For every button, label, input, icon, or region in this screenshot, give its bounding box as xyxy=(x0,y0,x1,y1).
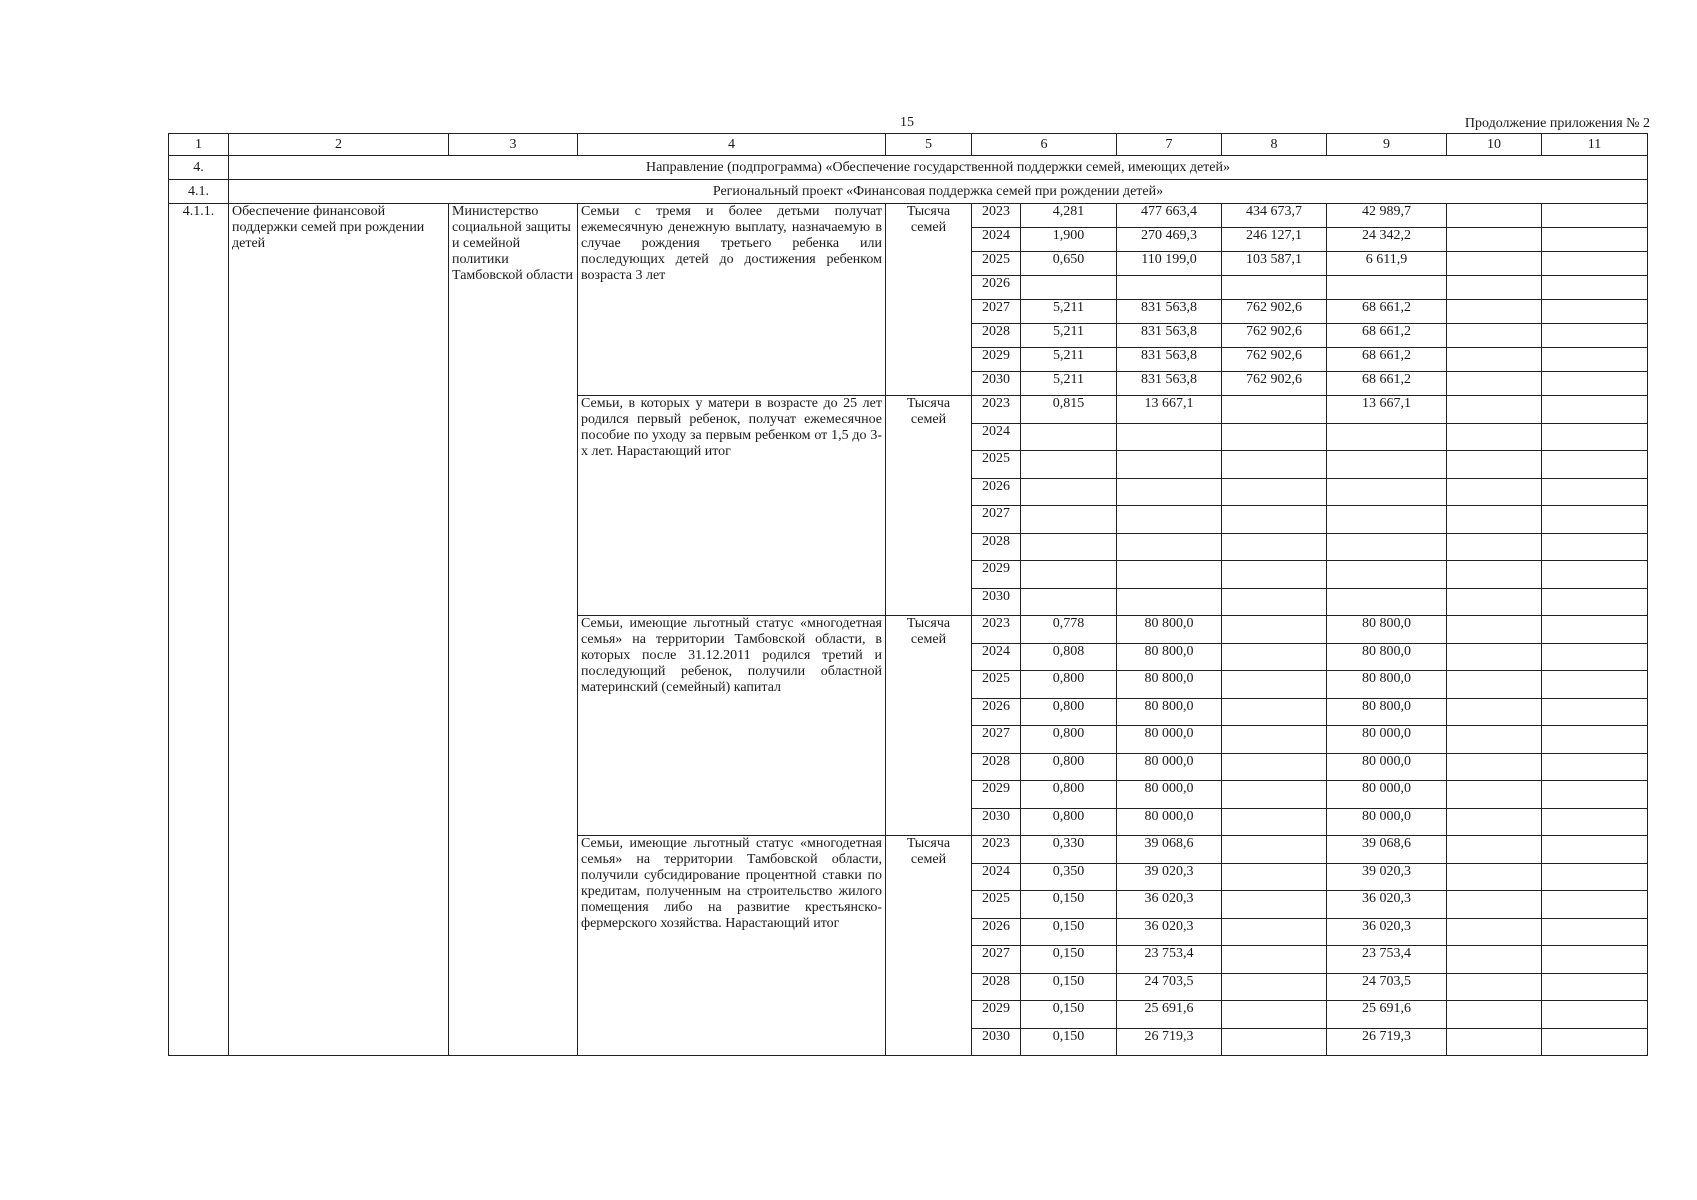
value-cell xyxy=(1542,671,1648,699)
value-cell: 0,150 xyxy=(1021,918,1117,946)
header-cell: 8 xyxy=(1222,134,1327,156)
value-cell xyxy=(1542,891,1648,919)
year-cell: 2025 xyxy=(972,451,1021,479)
value-cell xyxy=(1447,478,1542,506)
value-cell: 24 703,5 xyxy=(1117,973,1222,1001)
value-cell xyxy=(1542,918,1648,946)
value-cell xyxy=(1542,726,1648,754)
value-cell xyxy=(1447,276,1542,300)
value-cell xyxy=(1447,533,1542,561)
value-cell: 6 611,9 xyxy=(1327,252,1447,276)
value-cell: 246 127,1 xyxy=(1222,228,1327,252)
value-cell: 36 020,3 xyxy=(1327,891,1447,919)
value-cell: 68 661,2 xyxy=(1327,372,1447,396)
header-cell: 11 xyxy=(1542,134,1648,156)
indicator-description: Семьи, в которых у матери в возрасте до 25 лет родился первый ребенок, получат ежемесячное пособие по уходу за первым ребенком от 1,5 до 3-х лет. Нарастающий итог xyxy=(578,396,886,616)
value-cell: 13 667,1 xyxy=(1327,396,1447,424)
header-cell: 5 xyxy=(886,134,972,156)
year-cell: 2023 xyxy=(972,836,1021,864)
value-cell xyxy=(1222,946,1327,974)
value-cell xyxy=(1542,276,1648,300)
value-cell: 0,800 xyxy=(1021,753,1117,781)
value-cell xyxy=(1447,423,1542,451)
value-cell xyxy=(1542,973,1648,1001)
value-cell xyxy=(1542,348,1648,372)
year-cell: 2028 xyxy=(972,973,1021,1001)
value-cell xyxy=(1447,588,1542,616)
item-name: Обеспечение финансовой поддержки семей при рождении детей xyxy=(229,204,449,1056)
value-cell: 80 800,0 xyxy=(1117,616,1222,644)
year-cell: 2026 xyxy=(972,918,1021,946)
value-cell: 4,281 xyxy=(1021,204,1117,228)
year-cell: 2028 xyxy=(972,753,1021,781)
value-cell xyxy=(1021,478,1117,506)
page-number: 15 xyxy=(900,115,914,130)
value-cell xyxy=(1222,506,1327,534)
value-cell: 80 800,0 xyxy=(1117,643,1222,671)
value-cell: 39 020,3 xyxy=(1117,863,1222,891)
value-cell: 103 587,1 xyxy=(1222,252,1327,276)
header-row xyxy=(169,134,1648,156)
value-cell xyxy=(1447,396,1542,424)
value-cell xyxy=(1222,561,1327,589)
value-cell: 762 902,6 xyxy=(1222,348,1327,372)
value-cell: 0,800 xyxy=(1021,781,1117,809)
value-cell xyxy=(1447,1028,1542,1056)
year-cell: 2026 xyxy=(972,276,1021,300)
year-cell: 2025 xyxy=(972,252,1021,276)
value-cell xyxy=(1327,451,1447,479)
value-cell: 80 000,0 xyxy=(1117,753,1222,781)
value-cell: 80 000,0 xyxy=(1327,753,1447,781)
value-cell xyxy=(1447,252,1542,276)
indicator-description: Семьи, имеющие льготный статус «многодетная семья» на территории Тамбовской области, получили субсидирование процентной ставки по кредитам, полученным на строительство жилого помещения либо на развитие крестьянско-фермерского хозяйства. Нарастающий итог xyxy=(578,836,886,1056)
value-cell xyxy=(1447,671,1542,699)
item-executor: Министерство социальной защиты и семейной политики Тамбовской области xyxy=(449,204,578,1056)
value-cell: 5,211 xyxy=(1021,348,1117,372)
year-cell: 2026 xyxy=(972,698,1021,726)
indicator-unit: Тысяча семей xyxy=(886,836,972,1056)
value-cell: 0,150 xyxy=(1021,946,1117,974)
value-cell: 110 199,0 xyxy=(1117,252,1222,276)
value-cell xyxy=(1117,478,1222,506)
value-cell: 831 563,8 xyxy=(1117,372,1222,396)
value-cell xyxy=(1327,478,1447,506)
value-cell: 0,650 xyxy=(1021,252,1117,276)
subsection-number: 4.1. xyxy=(169,180,229,204)
value-cell xyxy=(1542,252,1648,276)
subsection-title: Региональный проект «Финансовая поддержка семей при рождении детей» xyxy=(229,180,1648,204)
header-cell: 9 xyxy=(1327,134,1447,156)
value-cell: 0,800 xyxy=(1021,808,1117,836)
value-cell xyxy=(1542,643,1648,671)
value-cell xyxy=(1222,726,1327,754)
section-number: 4. xyxy=(169,156,229,180)
value-cell xyxy=(1542,396,1648,424)
year-cell: 2029 xyxy=(972,348,1021,372)
subsection-row xyxy=(169,180,1648,204)
continuation-label: Продолжение приложения № 2 xyxy=(1464,116,1650,131)
value-cell: 80 800,0 xyxy=(1327,616,1447,644)
value-cell: 0,150 xyxy=(1021,1028,1117,1056)
header-cell: 10 xyxy=(1447,134,1542,156)
value-cell xyxy=(1021,561,1117,589)
value-cell xyxy=(1542,561,1648,589)
value-cell: 5,211 xyxy=(1021,300,1117,324)
value-cell xyxy=(1542,506,1648,534)
value-cell xyxy=(1117,561,1222,589)
value-cell: 36 020,3 xyxy=(1117,891,1222,919)
value-cell: 36 020,3 xyxy=(1117,918,1222,946)
value-cell: 24 342,2 xyxy=(1327,228,1447,252)
value-cell xyxy=(1447,726,1542,754)
year-cell: 2028 xyxy=(972,533,1021,561)
value-cell: 80 000,0 xyxy=(1327,726,1447,754)
value-cell xyxy=(1117,423,1222,451)
value-cell xyxy=(1542,228,1648,252)
value-cell: 80 000,0 xyxy=(1117,781,1222,809)
year-cell: 2024 xyxy=(972,423,1021,451)
section-title: Направление (подпрограмма) «Обеспечение государственной поддержки семей, имеющих детей» xyxy=(229,156,1648,180)
value-cell xyxy=(1447,753,1542,781)
value-cell: 80 800,0 xyxy=(1117,698,1222,726)
value-cell: 68 661,2 xyxy=(1327,300,1447,324)
value-cell: 0,800 xyxy=(1021,671,1117,699)
value-cell xyxy=(1327,423,1447,451)
value-cell xyxy=(1222,423,1327,451)
header-cell: 4 xyxy=(578,134,886,156)
indicator-unit: Тысяча семей xyxy=(886,396,972,616)
value-cell: 80 800,0 xyxy=(1117,671,1222,699)
value-cell: 0,150 xyxy=(1021,891,1117,919)
value-cell xyxy=(1447,348,1542,372)
year-cell: 2025 xyxy=(972,671,1021,699)
data-row xyxy=(169,204,1648,228)
value-cell xyxy=(1327,506,1447,534)
value-cell xyxy=(1021,588,1117,616)
value-cell: 80 000,0 xyxy=(1117,726,1222,754)
value-cell xyxy=(1222,478,1327,506)
value-cell xyxy=(1447,204,1542,228)
value-cell: 25 691,6 xyxy=(1117,1001,1222,1029)
value-cell xyxy=(1542,478,1648,506)
value-cell xyxy=(1542,1028,1648,1056)
value-cell xyxy=(1447,781,1542,809)
value-cell xyxy=(1447,698,1542,726)
value-cell: 831 563,8 xyxy=(1117,348,1222,372)
value-cell xyxy=(1542,836,1648,864)
value-cell xyxy=(1021,451,1117,479)
value-cell xyxy=(1117,451,1222,479)
value-cell xyxy=(1117,588,1222,616)
value-cell: 0,350 xyxy=(1021,863,1117,891)
value-cell: 26 719,3 xyxy=(1327,1028,1447,1056)
year-cell: 2029 xyxy=(972,781,1021,809)
year-cell: 2024 xyxy=(972,643,1021,671)
value-cell: 0,808 xyxy=(1021,643,1117,671)
value-cell xyxy=(1117,506,1222,534)
value-cell: 68 661,2 xyxy=(1327,324,1447,348)
section-row xyxy=(169,156,1648,180)
value-cell xyxy=(1222,451,1327,479)
value-cell xyxy=(1021,506,1117,534)
value-cell: 23 753,4 xyxy=(1327,946,1447,974)
value-cell: 36 020,3 xyxy=(1327,918,1447,946)
value-cell xyxy=(1447,1001,1542,1029)
value-cell: 831 563,8 xyxy=(1117,324,1222,348)
value-cell xyxy=(1542,1001,1648,1029)
year-cell: 2023 xyxy=(972,396,1021,424)
value-cell xyxy=(1117,276,1222,300)
value-cell: 762 902,6 xyxy=(1222,300,1327,324)
value-cell xyxy=(1447,643,1542,671)
value-cell: 5,211 xyxy=(1021,324,1117,348)
program-table xyxy=(168,133,1648,1056)
value-cell xyxy=(1542,451,1648,479)
value-cell: 80 800,0 xyxy=(1327,643,1447,671)
value-cell xyxy=(1222,781,1327,809)
value-cell: 0,150 xyxy=(1021,973,1117,1001)
value-cell xyxy=(1222,808,1327,836)
year-cell: 2026 xyxy=(972,478,1021,506)
value-cell: 26 719,3 xyxy=(1117,1028,1222,1056)
value-cell xyxy=(1222,863,1327,891)
value-cell xyxy=(1327,533,1447,561)
value-cell xyxy=(1117,533,1222,561)
value-cell xyxy=(1222,588,1327,616)
value-cell xyxy=(1542,423,1648,451)
value-cell xyxy=(1542,698,1648,726)
value-cell: 80 000,0 xyxy=(1327,781,1447,809)
indicator-unit: Тысяча семей xyxy=(886,616,972,836)
value-cell xyxy=(1447,372,1542,396)
value-cell xyxy=(1222,753,1327,781)
indicator-description: Семьи, имеющие льготный статус «многодетная семья» на территории Тамбовской области, в которых после 31.12.2011 родился третий и последующий ребенок, получили областной материнский (семейный) капитал xyxy=(578,616,886,836)
year-cell: 2027 xyxy=(972,946,1021,974)
value-cell xyxy=(1542,300,1648,324)
year-cell: 2027 xyxy=(972,506,1021,534)
value-cell: 477 663,4 xyxy=(1117,204,1222,228)
value-cell: 762 902,6 xyxy=(1222,324,1327,348)
value-cell xyxy=(1542,781,1648,809)
value-cell: 0,815 xyxy=(1021,396,1117,424)
year-cell: 2030 xyxy=(972,372,1021,396)
value-cell: 13 667,1 xyxy=(1117,396,1222,424)
year-cell: 2027 xyxy=(972,726,1021,754)
year-cell: 2027 xyxy=(972,300,1021,324)
value-cell: 831 563,8 xyxy=(1117,300,1222,324)
value-cell: 270 469,3 xyxy=(1117,228,1222,252)
value-cell xyxy=(1327,276,1447,300)
year-cell: 2030 xyxy=(972,588,1021,616)
value-cell xyxy=(1447,918,1542,946)
value-cell xyxy=(1447,506,1542,534)
value-cell xyxy=(1447,300,1542,324)
value-cell xyxy=(1542,808,1648,836)
value-cell xyxy=(1447,891,1542,919)
value-cell xyxy=(1222,918,1327,946)
value-cell xyxy=(1447,973,1542,1001)
value-cell xyxy=(1542,616,1648,644)
value-cell xyxy=(1222,396,1327,424)
year-cell: 2030 xyxy=(972,808,1021,836)
year-cell: 2023 xyxy=(972,204,1021,228)
indicator-description: Семьи с тремя и более детьми получат ежемесячную денежную выплату, назначаемую в случае рождения третьего ребенка или последующих детей до достижения ребенком возраста 3 лет xyxy=(578,204,886,396)
value-cell: 0,778 xyxy=(1021,616,1117,644)
value-cell: 0,800 xyxy=(1021,698,1117,726)
value-cell: 0,800 xyxy=(1021,726,1117,754)
value-cell xyxy=(1447,863,1542,891)
value-cell xyxy=(1222,533,1327,561)
value-cell xyxy=(1222,671,1327,699)
value-cell: 5,211 xyxy=(1021,372,1117,396)
value-cell xyxy=(1021,533,1117,561)
value-cell xyxy=(1222,643,1327,671)
value-cell xyxy=(1447,616,1542,644)
value-cell xyxy=(1447,561,1542,589)
value-cell: 80 800,0 xyxy=(1327,671,1447,699)
value-cell xyxy=(1327,588,1447,616)
value-cell xyxy=(1222,1001,1327,1029)
year-cell: 2029 xyxy=(972,561,1021,589)
value-cell xyxy=(1447,228,1542,252)
indicator-unit: Тысяча семей xyxy=(886,204,972,396)
value-cell xyxy=(1222,616,1327,644)
value-cell xyxy=(1222,698,1327,726)
year-cell: 2024 xyxy=(972,228,1021,252)
value-cell xyxy=(1542,533,1648,561)
value-cell: 1,900 xyxy=(1021,228,1117,252)
header-cell: 1 xyxy=(169,134,229,156)
value-cell: 762 902,6 xyxy=(1222,372,1327,396)
value-cell xyxy=(1021,276,1117,300)
value-cell: 39 068,6 xyxy=(1327,836,1447,864)
value-cell xyxy=(1447,946,1542,974)
year-cell: 2028 xyxy=(972,324,1021,348)
value-cell xyxy=(1447,324,1542,348)
value-cell xyxy=(1021,423,1117,451)
value-cell: 0,150 xyxy=(1021,1001,1117,1029)
value-cell: 80 000,0 xyxy=(1117,808,1222,836)
header-cell: 7 xyxy=(1117,134,1222,156)
year-cell: 2025 xyxy=(972,891,1021,919)
header-cell: 3 xyxy=(449,134,578,156)
value-cell: 39 020,3 xyxy=(1327,863,1447,891)
value-cell xyxy=(1222,891,1327,919)
value-cell xyxy=(1542,372,1648,396)
value-cell: 434 673,7 xyxy=(1222,204,1327,228)
value-cell: 68 661,2 xyxy=(1327,348,1447,372)
year-cell: 2029 xyxy=(972,1001,1021,1029)
value-cell xyxy=(1447,836,1542,864)
value-cell: 39 068,6 xyxy=(1117,836,1222,864)
value-cell xyxy=(1542,324,1648,348)
value-cell xyxy=(1222,276,1327,300)
year-cell: 2030 xyxy=(972,1028,1021,1056)
value-cell xyxy=(1327,561,1447,589)
value-cell xyxy=(1542,946,1648,974)
value-cell xyxy=(1542,863,1648,891)
value-cell: 0,330 xyxy=(1021,836,1117,864)
value-cell xyxy=(1542,204,1648,228)
value-cell xyxy=(1542,753,1648,781)
header-cell: 2 xyxy=(229,134,449,156)
item-number: 4.1.1. xyxy=(169,204,229,1056)
value-cell: 25 691,6 xyxy=(1327,1001,1447,1029)
header-cell: 6 xyxy=(972,134,1117,156)
year-cell: 2023 xyxy=(972,616,1021,644)
value-cell xyxy=(1222,1028,1327,1056)
value-cell xyxy=(1447,451,1542,479)
value-cell: 42 989,7 xyxy=(1327,204,1447,228)
value-cell xyxy=(1542,588,1648,616)
value-cell xyxy=(1222,836,1327,864)
value-cell xyxy=(1222,973,1327,1001)
value-cell: 80 800,0 xyxy=(1327,698,1447,726)
year-cell: 2024 xyxy=(972,863,1021,891)
value-cell: 80 000,0 xyxy=(1327,808,1447,836)
value-cell: 23 753,4 xyxy=(1117,946,1222,974)
value-cell xyxy=(1447,808,1542,836)
value-cell: 24 703,5 xyxy=(1327,973,1447,1001)
